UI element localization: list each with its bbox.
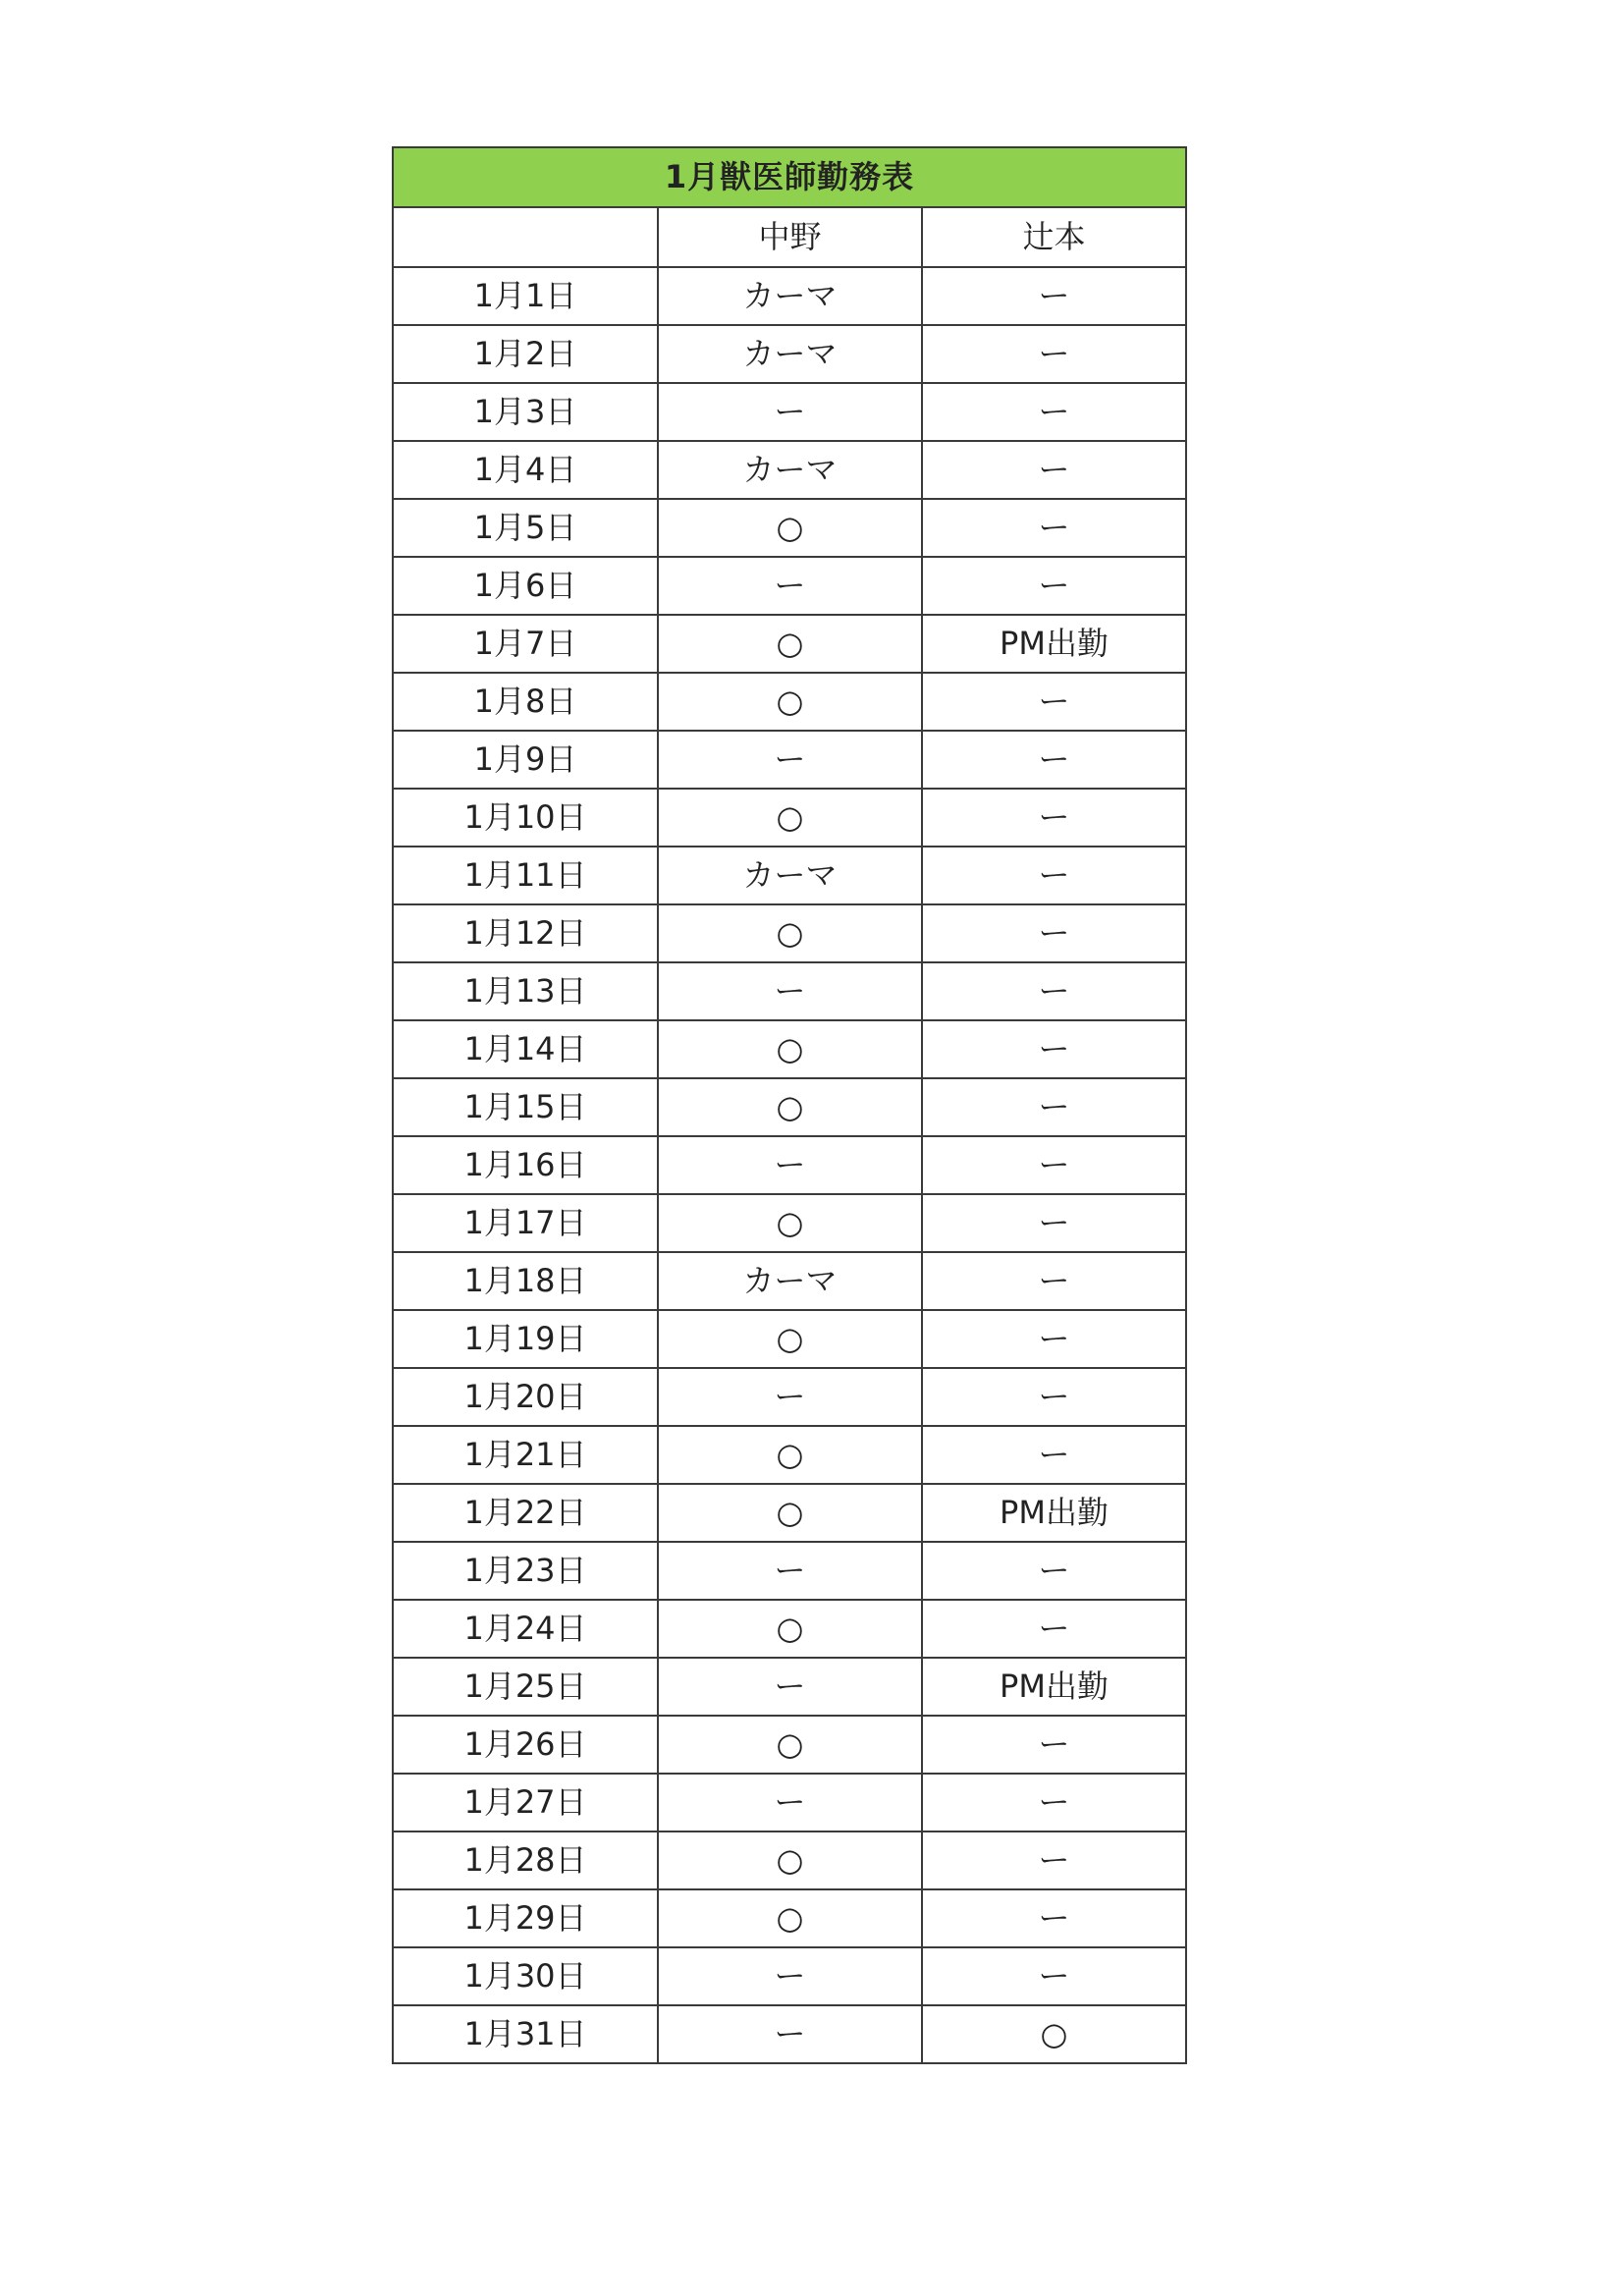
tsujimoto-cell: ー <box>922 847 1186 904</box>
nakano-cell: ○ <box>658 615 922 673</box>
date-cell: 1月5日 <box>393 499 658 557</box>
date-cell: 1月31日 <box>393 2005 658 2063</box>
tsujimoto-cell: ー <box>922 1078 1186 1136</box>
tsujimoto-cell: PM出勤 <box>922 1658 1186 1716</box>
table-row <box>393 904 1186 962</box>
nakano-cell: ○ <box>658 789 922 847</box>
date-cell: 1月23日 <box>393 1542 658 1600</box>
table-row <box>393 1252 1186 1310</box>
nakano-cell: ー <box>658 557 922 615</box>
tsujimoto-cell: PM出勤 <box>922 615 1186 673</box>
table-row <box>393 1020 1186 1078</box>
date-cell: 1月22日 <box>393 1484 658 1542</box>
table-row <box>393 499 1186 557</box>
table-row <box>393 1426 1186 1484</box>
tsujimoto-cell: ー <box>922 557 1186 615</box>
nakano-cell: ○ <box>658 904 922 962</box>
date-cell: 1月30日 <box>393 1947 658 2005</box>
tsujimoto-cell: ー <box>922 1136 1186 1194</box>
table-row <box>393 267 1186 325</box>
table-row <box>393 1368 1186 1426</box>
date-cell: 1月26日 <box>393 1716 658 1774</box>
nakano-cell: ○ <box>658 499 922 557</box>
table-row <box>393 1774 1186 1831</box>
table-row <box>393 1947 1186 2005</box>
table-row <box>393 1889 1186 1947</box>
date-cell: 1月3日 <box>393 383 658 441</box>
nakano-cell: カーマ <box>658 441 922 499</box>
table-title: 1月獣医師勤務表 <box>393 147 1186 207</box>
tsujimoto-cell: ー <box>922 1020 1186 1078</box>
date-cell: 1月6日 <box>393 557 658 615</box>
nakano-cell: ー <box>658 1774 922 1831</box>
table-row <box>393 1658 1186 1716</box>
tsujimoto-cell: ー <box>922 1252 1186 1310</box>
nakano-cell: カーマ <box>658 267 922 325</box>
tsujimoto-cell: ー <box>922 673 1186 731</box>
nakano-cell: ○ <box>658 1831 922 1889</box>
date-cell: 1月15日 <box>393 1078 658 1136</box>
table-row <box>393 1484 1186 1542</box>
date-cell: 1月29日 <box>393 1889 658 1947</box>
schedule-table <box>392 146 1187 2064</box>
tsujimoto-cell: ー <box>922 1831 1186 1889</box>
tsujimoto-cell: PM出勤 <box>922 1484 1186 1542</box>
nakano-cell: ○ <box>658 1020 922 1078</box>
tsujimoto-cell: ー <box>922 499 1186 557</box>
nakano-cell: ○ <box>658 1310 922 1368</box>
table-row <box>393 1600 1186 1658</box>
table-row <box>393 847 1186 904</box>
nakano-cell: ○ <box>658 1078 922 1136</box>
nakano-cell: カーマ <box>658 325 922 383</box>
table-row <box>393 1078 1186 1136</box>
nakano-cell: ー <box>658 383 922 441</box>
tsujimoto-cell: ー <box>922 1774 1186 1831</box>
header-cell-date <box>393 207 658 267</box>
date-cell: 1月25日 <box>393 1658 658 1716</box>
date-cell: 1月19日 <box>393 1310 658 1368</box>
title-row <box>393 147 1186 207</box>
nakano-cell: ー <box>658 1542 922 1600</box>
tsujimoto-cell: ー <box>922 1426 1186 1484</box>
date-cell: 1月21日 <box>393 1426 658 1484</box>
date-cell: 1月27日 <box>393 1774 658 1831</box>
table-row <box>393 1136 1186 1194</box>
nakano-cell: ○ <box>658 1889 922 1947</box>
nakano-cell: ○ <box>658 1426 922 1484</box>
date-cell: 1月9日 <box>393 731 658 789</box>
nakano-cell: ー <box>658 1947 922 2005</box>
table-row <box>393 441 1186 499</box>
date-cell: 1月11日 <box>393 847 658 904</box>
table-row <box>393 962 1186 1020</box>
header-cell-tsujimoto: 辻本 <box>922 207 1186 267</box>
tsujimoto-cell: ー <box>922 1716 1186 1774</box>
tsujimoto-cell: ー <box>922 1542 1186 1600</box>
date-cell: 1月18日 <box>393 1252 658 1310</box>
nakano-cell: カーマ <box>658 847 922 904</box>
date-cell: 1月10日 <box>393 789 658 847</box>
table-row <box>393 557 1186 615</box>
nakano-cell: ー <box>658 1658 922 1716</box>
header-row <box>393 207 1186 267</box>
tsujimoto-cell: ー <box>922 789 1186 847</box>
date-cell: 1月14日 <box>393 1020 658 1078</box>
tsujimoto-cell: ー <box>922 1889 1186 1947</box>
date-cell: 1月16日 <box>393 1136 658 1194</box>
tsujimoto-cell: ー <box>922 962 1186 1020</box>
date-cell: 1月8日 <box>393 673 658 731</box>
table-row <box>393 789 1186 847</box>
nakano-cell: ○ <box>658 1194 922 1252</box>
date-cell: 1月4日 <box>393 441 658 499</box>
header-cell-nakano: 中野 <box>658 207 922 267</box>
date-cell: 1月2日 <box>393 325 658 383</box>
table-row <box>393 1831 1186 1889</box>
date-cell: 1月28日 <box>393 1831 658 1889</box>
date-cell: 1月20日 <box>393 1368 658 1426</box>
table-row <box>393 731 1186 789</box>
tsujimoto-cell: ー <box>922 1368 1186 1426</box>
date-cell: 1月7日 <box>393 615 658 673</box>
nakano-cell: ○ <box>658 1716 922 1774</box>
tsujimoto-cell: ○ <box>922 2005 1186 2063</box>
tsujimoto-cell: ー <box>922 1947 1186 2005</box>
nakano-cell: ○ <box>658 1600 922 1658</box>
table-row <box>393 1310 1186 1368</box>
tsujimoto-cell: ー <box>922 904 1186 962</box>
date-cell: 1月12日 <box>393 904 658 962</box>
tsujimoto-cell: ー <box>922 325 1186 383</box>
date-cell: 1月24日 <box>393 1600 658 1658</box>
table-row <box>393 1542 1186 1600</box>
tsujimoto-cell: ー <box>922 1194 1186 1252</box>
table-row <box>393 2005 1186 2063</box>
tsujimoto-cell: ー <box>922 731 1186 789</box>
tsujimoto-cell: ー <box>922 267 1186 325</box>
nakano-cell: ー <box>658 962 922 1020</box>
date-cell: 1月1日 <box>393 267 658 325</box>
nakano-cell: ー <box>658 1136 922 1194</box>
table-row <box>393 1716 1186 1774</box>
nakano-cell: ー <box>658 731 922 789</box>
date-cell: 1月13日 <box>393 962 658 1020</box>
tsujimoto-cell: ー <box>922 1310 1186 1368</box>
date-cell: 1月17日 <box>393 1194 658 1252</box>
table-row <box>393 1194 1186 1252</box>
nakano-cell: ー <box>658 2005 922 2063</box>
nakano-cell: ○ <box>658 673 922 731</box>
tsujimoto-cell: ー <box>922 383 1186 441</box>
nakano-cell: ○ <box>658 1484 922 1542</box>
tsujimoto-cell: ー <box>922 1600 1186 1658</box>
tsujimoto-cell: ー <box>922 441 1186 499</box>
table-row <box>393 383 1186 441</box>
schedule-body <box>393 267 1186 2063</box>
table-row <box>393 325 1186 383</box>
table-row <box>393 673 1186 731</box>
nakano-cell: カーマ <box>658 1252 922 1310</box>
nakano-cell: ー <box>658 1368 922 1426</box>
table-row <box>393 615 1186 673</box>
